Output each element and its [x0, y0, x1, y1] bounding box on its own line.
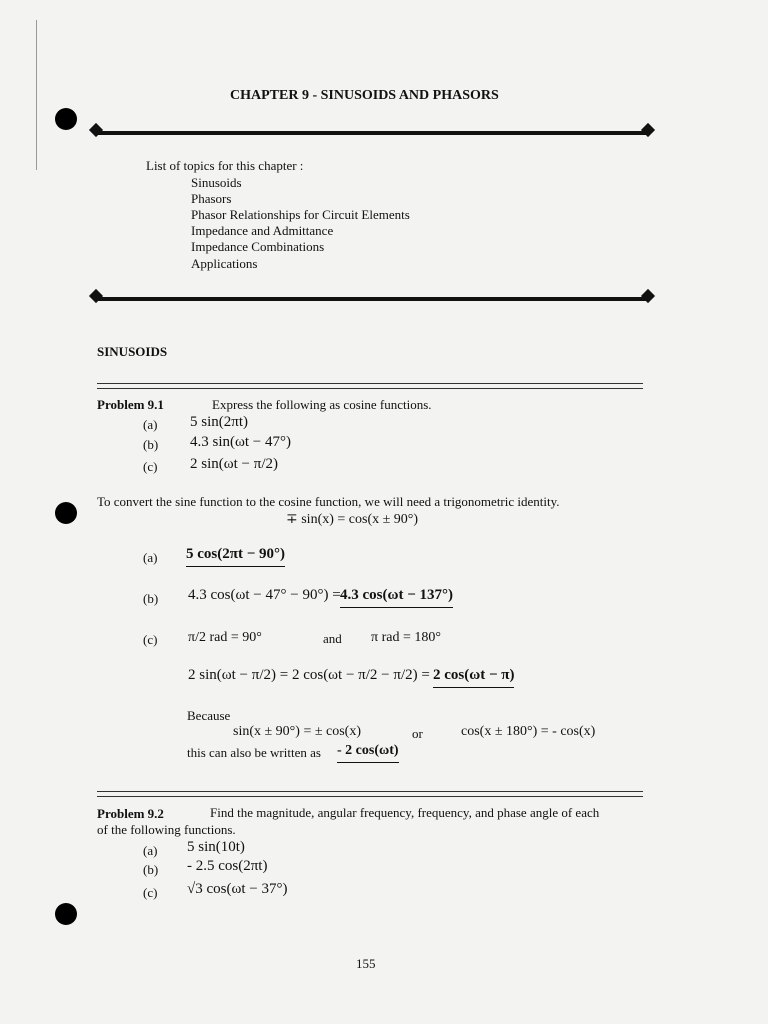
part-tag: (a) [143, 843, 158, 858]
answer-b-result: 4.3 cos(ωt − 137°) [340, 587, 453, 608]
answer-b-work: 4.3 cos(ωt − 47° − 90°) = [188, 587, 341, 603]
topics-intro: List of topics for this chapter : [146, 158, 304, 173]
answer-c-and: and [323, 631, 342, 646]
part-expression: √3 cos(ωt − 37°) [187, 881, 288, 897]
answer-c-step2-work: 2 sin(ωt − π/2) = 2 cos(ωt − π/2 − π/2) = [188, 667, 430, 683]
answer-tag: (c) [143, 632, 158, 647]
top-divider [97, 131, 647, 135]
binder-hole-bottom [55, 903, 77, 925]
problem-label: Problem 9.2 [97, 806, 164, 821]
section-heading: SINUSOIDS [97, 344, 168, 359]
topic-item: Applications [191, 256, 258, 271]
page-number: 155 [356, 956, 376, 971]
answer-c-step1-right: π rad = 180° [371, 630, 441, 645]
topic-item: Phasor Relationships for Circuit Elements [191, 207, 410, 222]
also-written-text: this can also be written as [187, 745, 321, 760]
identity-right: cos(x ± 180°) = - cos(x) [461, 724, 596, 739]
part-expression: 2 sin(ωt − π/2) [190, 456, 278, 472]
part-expression: 4.3 sin(ωt − 47°) [190, 434, 291, 450]
part-tag: (c) [143, 885, 158, 900]
topic-item: Impedance and Admittance [191, 223, 334, 238]
answer-tag: (a) [143, 550, 158, 565]
problem-label: Problem 9.1 [97, 397, 164, 412]
answer-a-result: 5 cos(2πt − 90°) [186, 546, 285, 567]
scan-margin-mark [36, 20, 37, 170]
part-tag: (b) [143, 862, 159, 877]
topics-divider [97, 297, 647, 301]
also-written-result: - 2 cos(ωt) [337, 743, 399, 763]
because-label: Because [187, 708, 231, 723]
part-expression: 5 sin(2πt) [190, 414, 248, 430]
topic-item: Impedance Combinations [191, 239, 325, 254]
identity-or: or [412, 726, 423, 741]
part-tag: (c) [143, 459, 158, 474]
part-expression: - 2.5 cos(2πt) [187, 858, 268, 874]
part-tag: (b) [143, 437, 159, 452]
binder-hole-top [55, 108, 77, 130]
problem-divider [97, 791, 643, 797]
topic-item: Phasors [191, 191, 232, 206]
section-divider [97, 383, 643, 389]
answer-c-step2-result: 2 cos(ωt − π) [433, 667, 514, 688]
binder-hole-middle [55, 502, 77, 524]
answer-c-step1-left: π/2 rad = 90° [188, 630, 262, 645]
problem-prompt: Find the magnitude, angular frequency, frequency, and phase angle of each [210, 805, 600, 820]
trig-identity: ∓ sin(x) = cos(x ± 90°) [286, 512, 419, 527]
problem-prompt: Express the following as cosine functions. [212, 397, 432, 412]
part-tag: (a) [143, 417, 158, 432]
identity-left: sin(x ± 90°) = ± cos(x) [233, 724, 362, 739]
conversion-note: To convert the sine function to the cosine function, we will need a trigonometric identity. [97, 494, 560, 509]
part-expression: 5 sin(10t) [187, 839, 245, 855]
answer-tag: (b) [143, 591, 159, 606]
topic-item: Sinusoids [191, 175, 242, 190]
problem-prompt-cont: of the following functions. [97, 822, 236, 837]
chapter-title: CHAPTER 9 - SINUSOIDS AND PHASORS [230, 88, 499, 103]
